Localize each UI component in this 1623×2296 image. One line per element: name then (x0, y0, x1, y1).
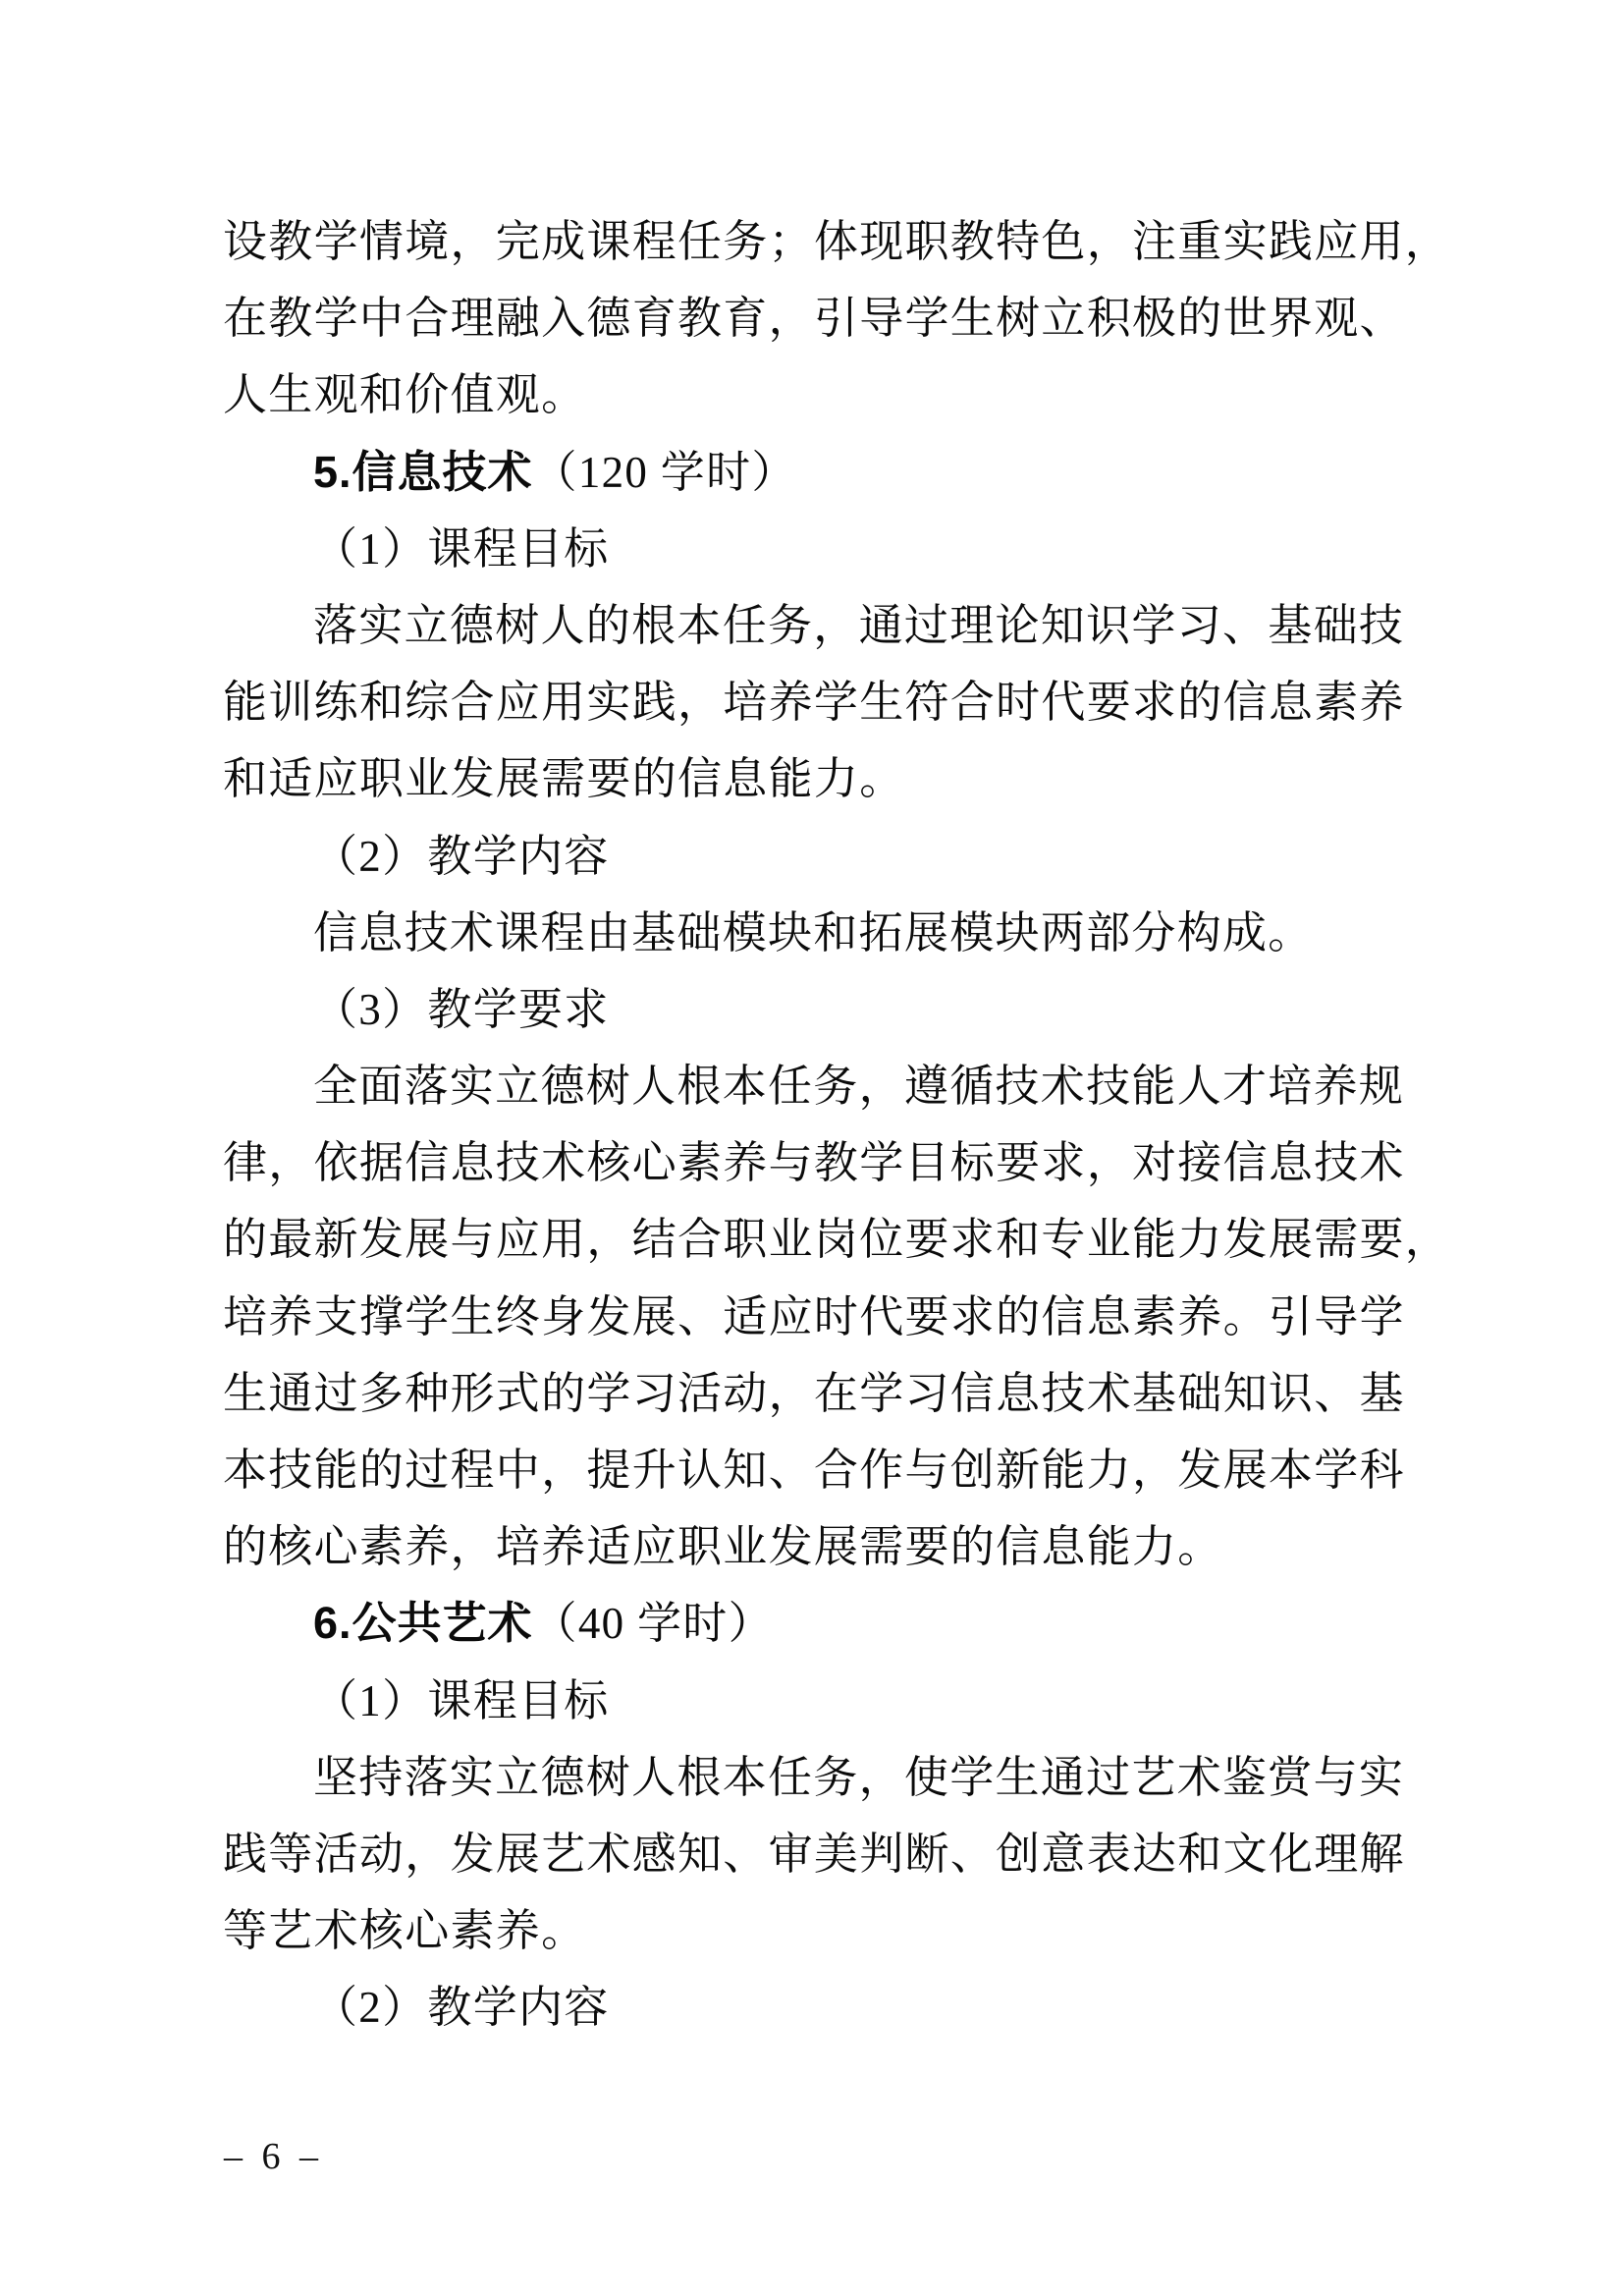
paragraph-line: 在教学中合理融入德育教育，引导学生树立积极的世界观、 (223, 294, 1405, 344)
subsection-label-course-goal: （1）课程目标 (313, 1675, 610, 1725)
subsection-label-teaching-content: （2）教学内容 (313, 831, 610, 881)
paragraph-line: 本技能的过程中，提升认知、合作与创新能力，发展本学科 (223, 1446, 1405, 1495)
paragraph-line: 能训练和综合应用实践，培养学生符合时代要求的信息素养 (223, 678, 1405, 728)
paragraph-line: 的最新发展与应用，结合职业岗位要求和专业能力发展需要， (223, 1215, 1451, 1265)
document-body (223, 203, 1451, 2047)
paragraph-line: 生通过多种形式的学习活动，在学习信息技术基础知识、基 (223, 1368, 1405, 1418)
paragraph-line: 律，依据信息技术核心素养与教学目标要求，对接信息技术 (223, 1138, 1405, 1188)
section-hours: （40 学时） (532, 1599, 774, 1649)
subsection-label-teaching-content: （2）教学内容 (313, 1983, 610, 2033)
paragraph-line: 的核心素养，培养适应职业发展需要的信息能力。 (223, 1522, 1223, 1572)
paragraph-line: 信息技术课程由基础模块和拓展模块两部分构成。 (313, 907, 1314, 957)
page-number: – 6 – (224, 2136, 318, 2177)
paragraph-line: 践等活动，发展艺术感知、审美判断、创意表达和文化理解 (223, 1829, 1405, 1879)
paragraph-line: 设教学情境，完成课程任务；体现职教特色，注重实践应用， (223, 217, 1451, 266)
section-heading-public-art (223, 1585, 1405, 1662)
section-hours: （120 学时） (532, 447, 797, 497)
paragraph-line: 落实立德树人的根本任务，通过理论知识学习、基础技 (313, 600, 1405, 650)
paragraph-line: 培养支撑学生终身发展、适应时代要求的信息素养。引导学 (223, 1291, 1405, 1341)
section-number-title: 5.信息技术 (313, 446, 533, 497)
page-footer (224, 2129, 318, 2184)
paragraph-line: 全面落实立德树人根本任务，遵循技术技能人才培养规 (313, 1062, 1405, 1112)
section-number-title: 6.公共艺术 (313, 1598, 533, 1649)
paragraph-line: 人生观和价值观。 (223, 370, 587, 420)
paragraph-line: 和适应职业发展需要的信息能力。 (223, 754, 905, 804)
section-heading-information-technology (223, 434, 1405, 511)
subsection-label-teaching-requirements: （3）教学要求 (313, 984, 610, 1034)
paragraph-line: 坚持落实立德树人根本任务，使学生通过艺术鉴赏与实 (313, 1752, 1405, 1802)
paragraph-line: 等艺术核心素养。 (223, 1906, 587, 1956)
subsection-label-course-goal: （1）课程目标 (313, 523, 610, 574)
